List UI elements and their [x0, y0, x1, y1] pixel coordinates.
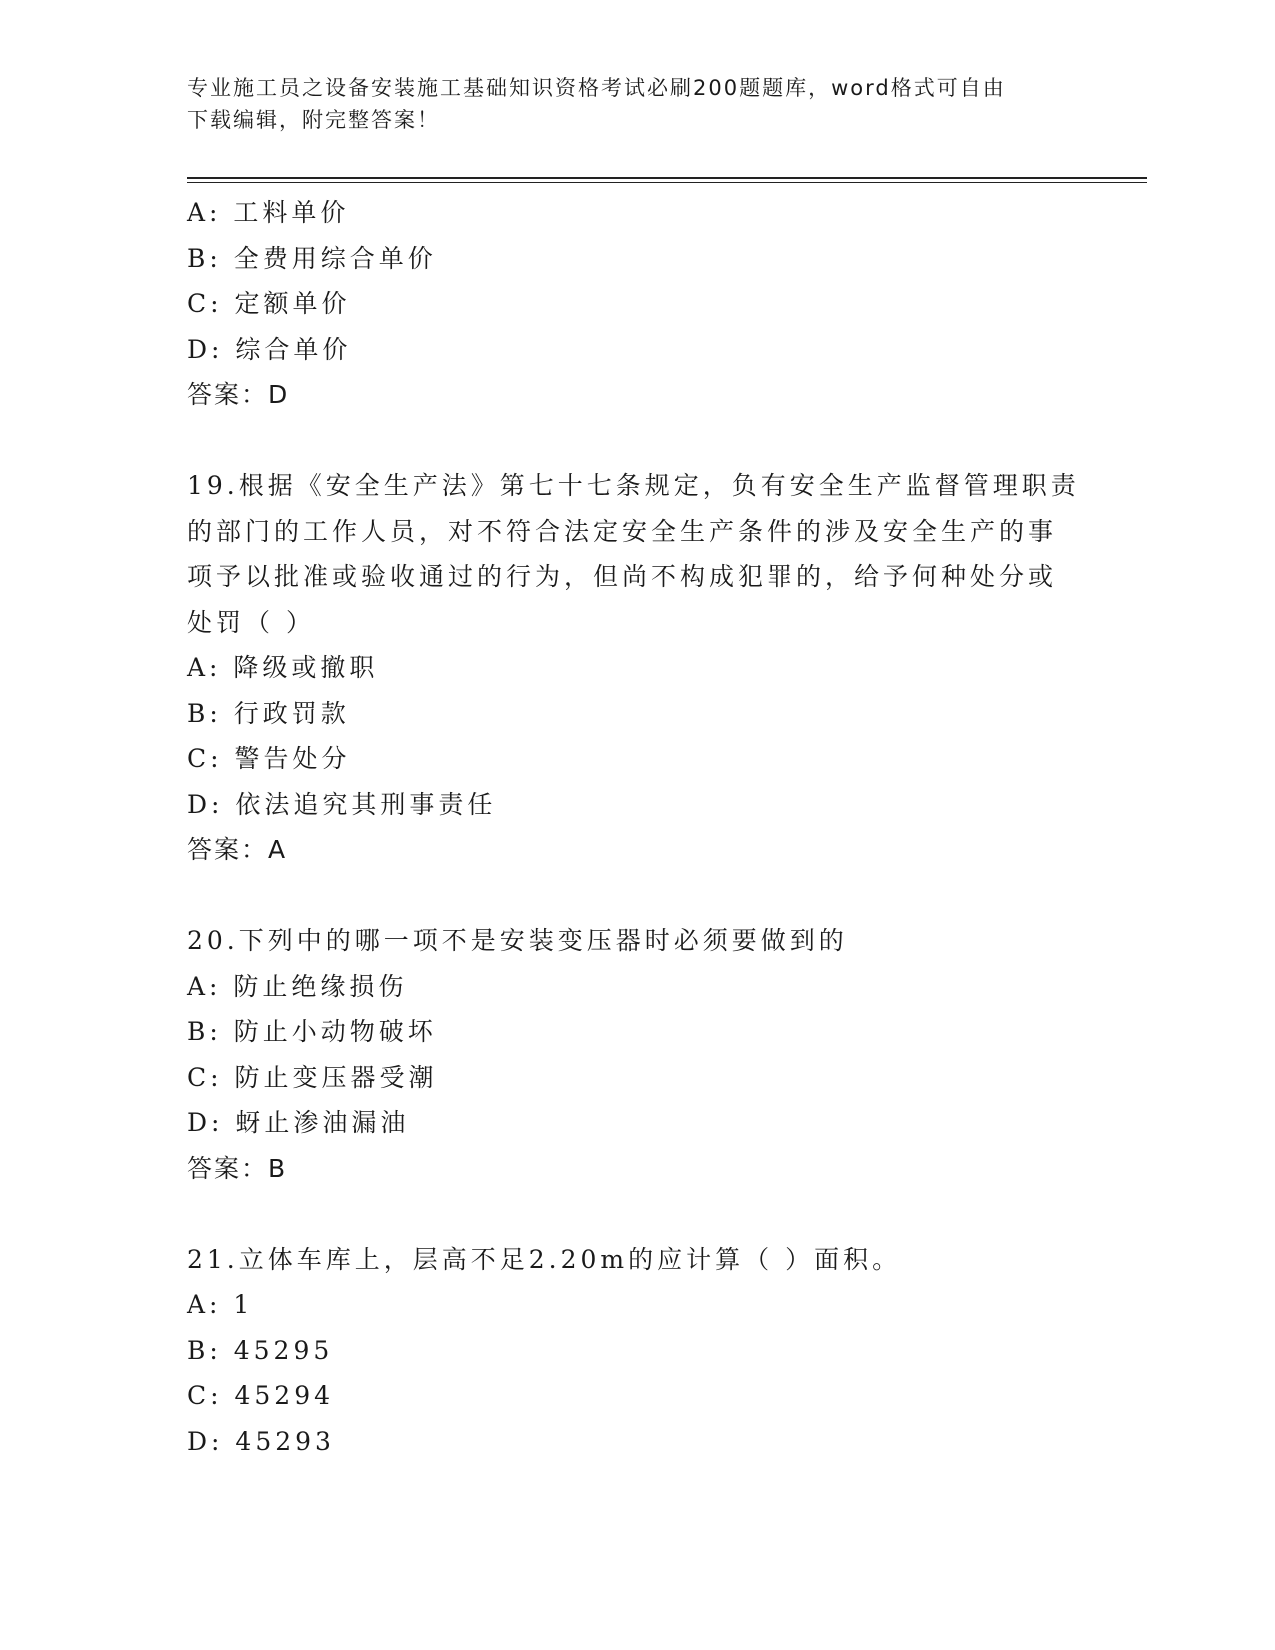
option-a: A: 防止绝缘损伤 — [187, 971, 408, 1001]
question-19-block — [187, 463, 1087, 873]
option-c: C: 警告处分 — [187, 744, 351, 773]
document-header — [187, 72, 1067, 136]
option-d: D: 综合单价 — [187, 334, 352, 364]
header-divider-thick — [187, 177, 1147, 179]
option-b: B: 防止小动物破坏 — [187, 1017, 437, 1046]
option-c: C: 防止变压器受潮 — [187, 1062, 438, 1092]
header-divider-thin — [187, 182, 1147, 183]
question-stem-line: 21.立体车库上，层高不足2.20m的应计算（ ）面积。 — [187, 1244, 902, 1274]
question-20-block — [187, 918, 1087, 1191]
answer-label: 答案：B — [187, 1153, 288, 1183]
question-stem-line: 19.根据《安全生产法》第七十七条规定，负有安全生产监督管理职责 — [187, 471, 1080, 500]
option-b: B: 行政罚款 — [187, 698, 350, 728]
question-stem-line: 处罚（ ） — [187, 607, 315, 637]
option-b: B: 45295 — [187, 1335, 334, 1365]
answer-label: 答案：A — [187, 835, 288, 864]
question-18-block — [187, 190, 1087, 418]
option-c: C: 定额单价 — [187, 289, 351, 318]
option-b: B: 全费用综合单价 — [187, 243, 437, 273]
option-d: D: 蚜止渗油漏油 — [187, 1108, 410, 1137]
option-a: A: 1 — [187, 1290, 254, 1319]
question-21-block — [187, 1237, 1087, 1465]
question-stem-line: 的部门的工作人员，对不符合法定安全生产条件的涉及安全生产的事 — [187, 516, 1058, 546]
option-a: A: 降级或撤职 — [187, 653, 379, 682]
question-content — [187, 190, 1087, 1464]
question-stem-line: 20.下列中的哪一项不是安装变压器时必须要做到的 — [187, 926, 848, 955]
spacer — [187, 418, 1087, 464]
header-line-1: 专业施工员之设备安装施工基础知识资格考试必刷200题题库，word格式可自由 — [187, 76, 1006, 100]
spacer — [187, 1191, 1087, 1237]
option-c: C: 45294 — [187, 1381, 335, 1410]
answer-label: 答案：D — [187, 380, 290, 409]
option-d: D: 依法追究其刑事责任 — [187, 789, 497, 819]
question-stem-line: 项予以批准或验收通过的行为，但尚不构成犯罪的，给予何种处分或 — [187, 562, 1058, 591]
spacer — [187, 873, 1087, 919]
option-a: A: 工料单价 — [187, 198, 350, 227]
option-d: D: 45293 — [187, 1426, 335, 1456]
header-line-2: 下载编辑，附完整答案！ — [187, 108, 440, 132]
